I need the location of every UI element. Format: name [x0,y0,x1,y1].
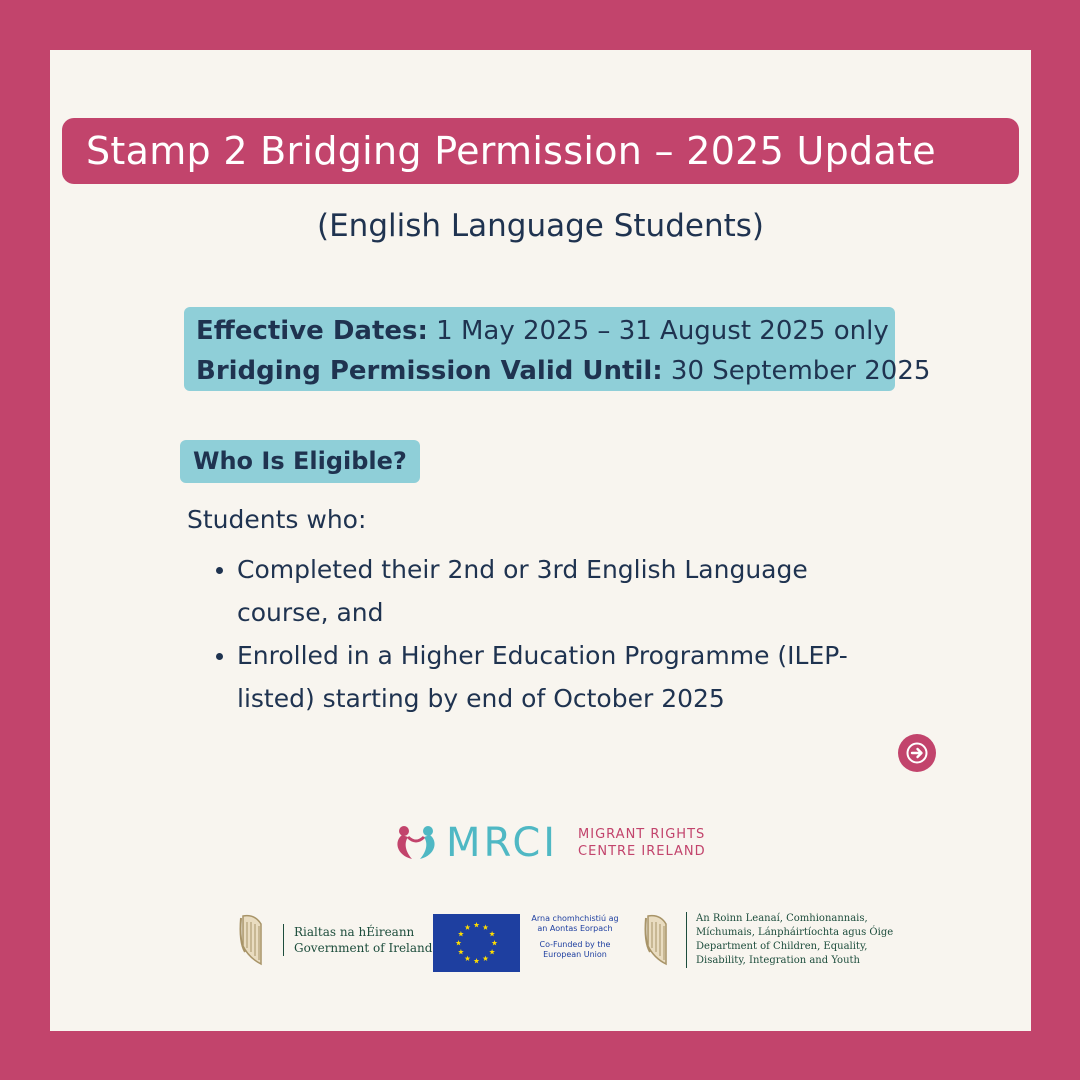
dept-line-4: Disability, Integration and Youth [696,955,860,966]
mrci-line-1: MIGRANT RIGHTS [578,827,706,842]
dept-line-1: An Roinn Leanaí, Comhionannais, [696,913,868,924]
effective-dates-label: Effective Dates: [196,316,428,346]
government-of-ireland-logo [235,912,432,968]
government-text [283,924,432,956]
department-text [686,912,893,968]
eu-flag-icon [433,914,520,972]
eu-line-4: European Union [543,950,607,959]
page-title: Stamp 2 Bridging Permission – 2025 Update [62,118,1019,184]
dept-line-3: Department of Children, Equality, [696,941,868,952]
dept-line-2: Míchumais, Lánpháirtíochta agus Óige [696,927,894,938]
eligibility-heading: Who Is Eligible? [180,440,420,483]
eu-line-2: an Aontas Eorpach [537,924,613,933]
list-item: Enrolled in a Higher Education Programme (ILEP-listed) starting by end of October 2025 [212,634,892,720]
mrci-logo [392,820,706,866]
mrci-line-2: CENTRE IRELAND [578,844,706,859]
list-item: Completed their 2nd or 3rd English Language course, and [212,548,892,634]
page-subtitle: (English Language Students) [316,208,764,244]
next-slide-button[interactable] [898,734,936,772]
harp-icon [235,912,269,968]
mrci-figures-icon [392,823,440,863]
eu-cofunded-logo [433,914,625,972]
gov-line-1: Rialtas na hÉireann [294,925,415,939]
eligibility-list [212,548,892,720]
effective-dates-value: 1 May 2025 – 31 August 2025 only [427,316,889,346]
harp-icon [640,912,674,968]
gov-line-2: Government of Ireland [294,941,433,955]
dates-box [184,307,931,391]
valid-until-value: 30 September 2025 [662,356,931,386]
post-card [50,50,1031,1031]
eligibility-intro: Students who: [187,505,367,534]
effective-dates-line [196,311,895,351]
eu-line-3: Co-Funded by the [539,940,611,949]
eu-cofunded-text [525,914,625,960]
mrci-full-name [578,826,706,860]
valid-until-line [196,351,931,391]
mrci-wordmark: MRCI [446,820,559,866]
valid-until-label: Bridging Permission Valid Until: [196,356,663,386]
eu-line-1: Arna chomhchistiú ag [531,914,619,923]
arrow-right-icon [906,742,928,764]
department-logo [640,912,893,968]
